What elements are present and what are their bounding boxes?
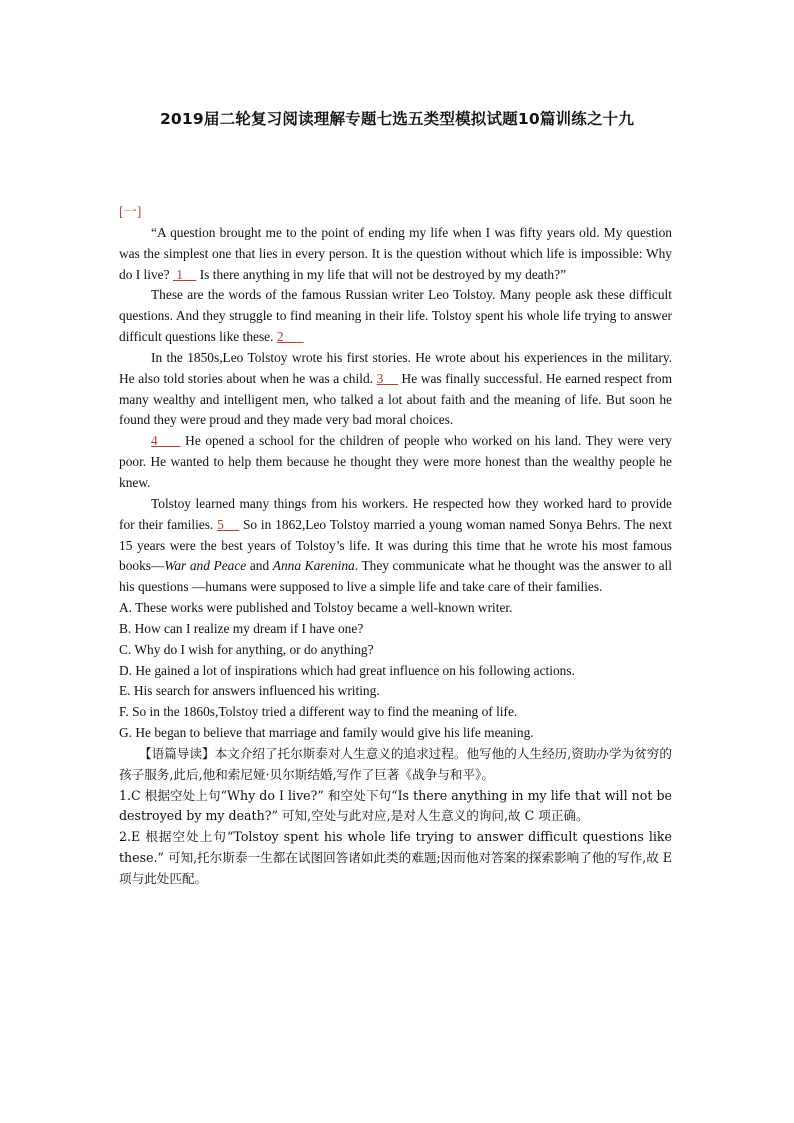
option-g: G. He began to believe that marriage and family would give his life meaning.	[119, 725, 534, 741]
reading-guide: 【语篇导读】本文介绍了托尔斯泰对人生意义的追求过程。他写他的人生经历,资助办学为贫穷的孩子服务,此后,他和索尼娅·贝尔斯结婚,写作了巨著《战争与和平》。	[119, 745, 672, 782]
option-f: F. So in the 1860s,Tolstoy tried a different way to find the meaning of life.	[119, 704, 518, 720]
option-c: C. Why do I wish for anything, or do anything?	[119, 641, 374, 657]
answer-2: 2.E 根据空处上句“Tolstoy spent his whole life trying to answer difficult questions like these.” 可知,托尔斯泰一生都在试图回答诸如此类的难题;因而他对答案的探索影响了他的写作,故 E 项与此处匹配。	[119, 829, 672, 886]
option-b: B. How can I realize my dream if I have one?	[119, 620, 364, 636]
paragraph-2: These are the words of the famous Russian writer Leo Tolstoy. Many people ask these difficult questions. And they struggle to find meaning in their life. Tolstoy spent his whole life trying to answer difficult questions like these. 2	[119, 287, 672, 345]
paragraph-5: Tolstoy learned many things from his workers. He respected how they worked hard to provide for their families. 5 So in 1862,Leo Tolstoy married a young woman named Sonya Behrs. The next 15 years were the best years of Tolstoy’s life. It was during this time that he wrote his most famous books—War and Peace and Anna Karenina. They communicate what he thought was the answer to all his questions —humans were supposed to live a simple life and take care of their families.	[119, 495, 672, 595]
book-title-1: War and Peace	[164, 558, 247, 574]
options-list	[119, 598, 672, 744]
blank-3: 3	[376, 370, 384, 386]
paragraph-1: “A question brought me to the point of ending my life when I was fifty years old. My question was the simplest one that lies in every person. It is the question without which life is impossible: Why do I live? 1 Is there anything in my life that will not be destroyed by my death?”	[119, 224, 672, 282]
blank-2: 2	[276, 329, 284, 345]
answer-1: 1.C 根据空处上句“Why do I live?” 和空处下句“Is there anything in my life that will not be destroyed by my death?” 可知,空处与此对应,是对人生意义的询问,故 C 项正确。	[119, 787, 672, 824]
paragraph-3: In the 1850s,Leo Tolstoy wrote his first stories. He wrote about his experiences in the military. He also told stories about when he was a child. 3 He was finally successful. He earned respect from many wealthy and intelligent men, who talked a lot about faith and the meaning of life. But soon he found they were proud and they made very bad moral choices.	[119, 349, 672, 428]
blank-5: 5	[217, 516, 224, 532]
document-title: 2019届二轮复习阅读理解专题七选五类型模拟试题10篇训练之十九	[159, 110, 635, 128]
section-mark: [一]	[119, 204, 142, 219]
paragraph-4: 4 He opened a school for the children of people who worked on his land. They were very poor. He wanted to help them because he thought they were more honest than the wealthy people he knew.	[119, 433, 672, 490]
blank-1: 1	[176, 266, 183, 282]
book-title-2: Anna Karenina	[272, 558, 355, 574]
option-e: E. His search for answers influenced his writing.	[119, 683, 380, 699]
document-body	[119, 202, 672, 890]
option-d: D. He gained a lot of inspirations which had great influence on his following actions.	[119, 662, 575, 678]
option-a: A. These works were published and Tolstoy became a well-known writer.	[119, 600, 513, 616]
blank-4: 4	[151, 433, 158, 449]
